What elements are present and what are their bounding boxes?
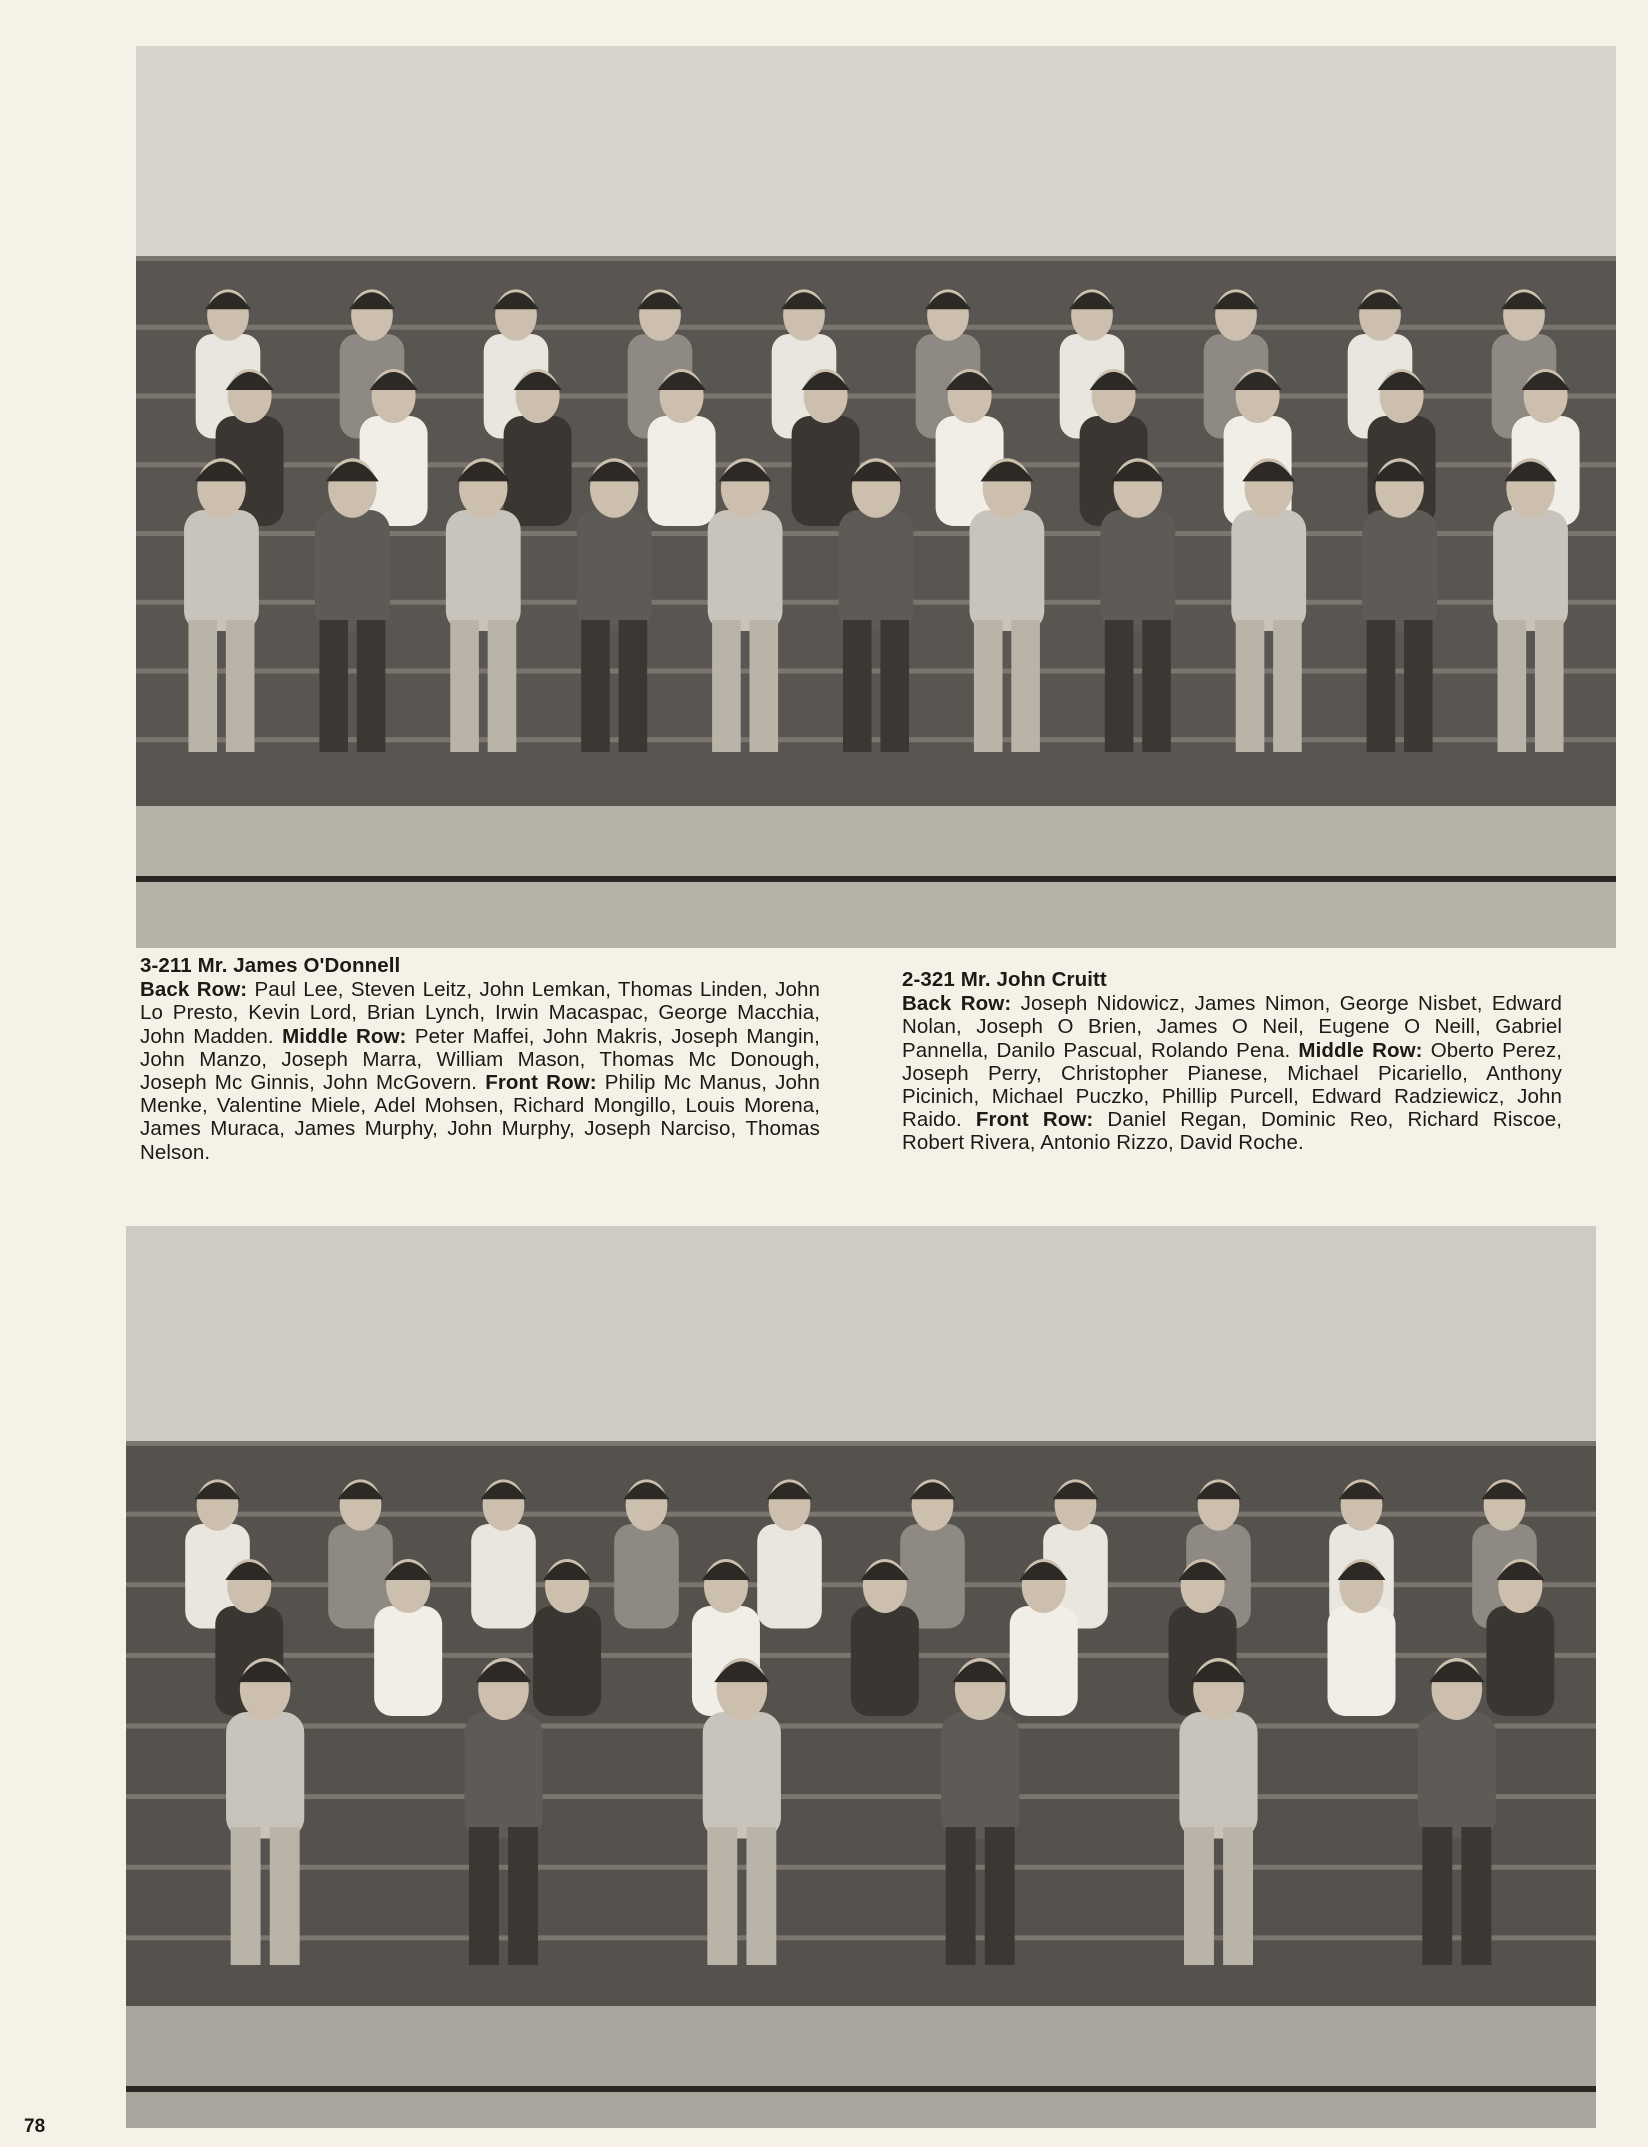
student-leg bbox=[707, 1827, 737, 1965]
student-leg bbox=[270, 1827, 300, 1965]
student-leg bbox=[450, 620, 479, 752]
student-torso bbox=[648, 416, 716, 526]
student-leg bbox=[746, 1827, 776, 1965]
middle-row-label: Middle Row: bbox=[1298, 1038, 1423, 1062]
student-leg bbox=[1142, 620, 1171, 752]
bleacher-step bbox=[126, 1724, 1596, 1729]
floor-line bbox=[136, 876, 1616, 882]
student-leg bbox=[1184, 1827, 1214, 1965]
student-leg bbox=[880, 620, 909, 752]
student-leg bbox=[226, 620, 255, 752]
student-torso bbox=[1418, 1712, 1496, 1839]
student-torso bbox=[1010, 1606, 1078, 1716]
middle-row-names: Oberto Perez, Joseph Perry, Christopher Pianese, Michael Picariello, Anthony Picinich, Michael Puczko, Phillip Purcell, Edward Radziewicz, John Raido. bbox=[902, 1038, 1562, 1132]
student-torso bbox=[1231, 510, 1306, 631]
student-leg bbox=[231, 1827, 261, 1965]
middle-row-names: Peter Maffei, John Makris, Joseph Mangin, John Manzo, Joseph Marra, William Mason, Thomas Mc Donough, Joseph Mc Ginnis, John McGovern. bbox=[140, 1024, 820, 1095]
student-torso bbox=[504, 416, 572, 526]
student-torso bbox=[464, 1712, 542, 1839]
student-torso bbox=[1486, 1606, 1554, 1716]
student-torso bbox=[703, 1712, 781, 1839]
student-leg bbox=[188, 620, 217, 752]
front-row-label: Front Row: bbox=[485, 1071, 597, 1095]
student-torso bbox=[1493, 510, 1568, 631]
student-leg bbox=[985, 1827, 1015, 1965]
caption-heading: 2-321 Mr. John Cruitt bbox=[902, 968, 1107, 991]
back-row-label: Back Row: bbox=[902, 992, 1012, 1016]
bleacher-step bbox=[136, 256, 1616, 261]
student-leg bbox=[1422, 1827, 1452, 1965]
student-leg bbox=[1105, 620, 1134, 752]
caption-2-321 bbox=[902, 968, 1562, 1155]
student-torso bbox=[1179, 1712, 1257, 1839]
back-row-names: Paul Lee, Steven Leitz, John Lemkan, Thomas Linden, John Lo Presto, Kevin Lord, Brian Lynch, Irwin Macaspac, George Macchia, John Madden. bbox=[140, 978, 820, 1048]
student-torso bbox=[471, 1524, 536, 1629]
student-torso bbox=[614, 1524, 679, 1629]
bleacher-step bbox=[126, 1794, 1596, 1799]
bleacher-step bbox=[126, 1935, 1596, 1940]
back-row-label: Back Row: bbox=[140, 978, 248, 1002]
student-torso bbox=[1362, 510, 1437, 631]
gym-floor bbox=[126, 2006, 1596, 2128]
student-leg bbox=[1535, 620, 1564, 752]
caption-3-211 bbox=[140, 954, 820, 1164]
student-leg bbox=[488, 620, 517, 752]
student-leg bbox=[1498, 620, 1527, 752]
class-photo-top bbox=[136, 46, 1616, 948]
student-torso bbox=[1328, 1606, 1396, 1716]
middle-row-label: Middle Row: bbox=[282, 1024, 407, 1048]
student-leg bbox=[319, 620, 348, 752]
student-torso bbox=[577, 510, 652, 631]
student-leg bbox=[619, 620, 648, 752]
front-row-names: Philip Mc Manus, John Menke, Valentine Miele, Adel Mohsen, Richard Mongillo, Louis Morena, James Muraca, James Murphy, John Murphy, Joseph Narciso, Thomas Nelson. bbox=[140, 1071, 820, 1164]
student-leg bbox=[508, 1827, 538, 1965]
back-row-names: Joseph Nidowicz, James Nimon, George Nisbet, Edward Nolan, Joseph O Brien, James O Neil, Eugene O Neill, Gabriel Pannella, Danilo Pascual, Rolando Pena. bbox=[902, 992, 1563, 1062]
student-leg bbox=[1404, 620, 1433, 752]
student-torso bbox=[315, 510, 390, 631]
bleacher-step bbox=[126, 1865, 1596, 1870]
student-torso bbox=[1100, 510, 1175, 631]
student-leg bbox=[1273, 620, 1302, 752]
student-torso bbox=[839, 510, 914, 631]
student-torso bbox=[533, 1606, 601, 1716]
front-row-label: Front Row: bbox=[975, 1108, 1094, 1132]
student-torso bbox=[184, 510, 259, 631]
caption-heading: 3-211 Mr. James O'Donnell bbox=[140, 954, 401, 977]
student-leg bbox=[712, 620, 741, 752]
floor-line bbox=[126, 2086, 1596, 2092]
class-photo-bottom bbox=[126, 1226, 1596, 2128]
student-leg bbox=[1367, 620, 1396, 752]
student-torso bbox=[374, 1606, 442, 1716]
class-photo-bottom-image bbox=[126, 1226, 1596, 2128]
student-torso bbox=[757, 1524, 822, 1629]
student-leg bbox=[469, 1827, 499, 1965]
student-leg bbox=[974, 620, 1003, 752]
front-row-names: Daniel Regan, Dominic Reo, Richard Riscoe, Robert Rivera, Antonio Rizzo, David Roche. bbox=[902, 1108, 1562, 1155]
student-leg bbox=[1011, 620, 1040, 752]
student-torso bbox=[941, 1712, 1019, 1839]
student-leg bbox=[581, 620, 610, 752]
student-torso bbox=[792, 416, 860, 526]
student-torso bbox=[708, 510, 783, 631]
student-leg bbox=[1223, 1827, 1253, 1965]
bleacher-step bbox=[126, 1441, 1596, 1446]
student-leg bbox=[843, 620, 872, 752]
page-number: 78 bbox=[24, 2116, 46, 2137]
student-torso bbox=[446, 510, 521, 631]
student-torso bbox=[851, 1606, 919, 1716]
student-leg bbox=[1236, 620, 1265, 752]
student-leg bbox=[357, 620, 386, 752]
class-photo-top-image bbox=[136, 46, 1616, 948]
student-leg bbox=[946, 1827, 976, 1965]
student-leg bbox=[749, 620, 778, 752]
student-torso bbox=[226, 1712, 304, 1839]
student-leg bbox=[1461, 1827, 1491, 1965]
student-torso bbox=[970, 510, 1045, 631]
